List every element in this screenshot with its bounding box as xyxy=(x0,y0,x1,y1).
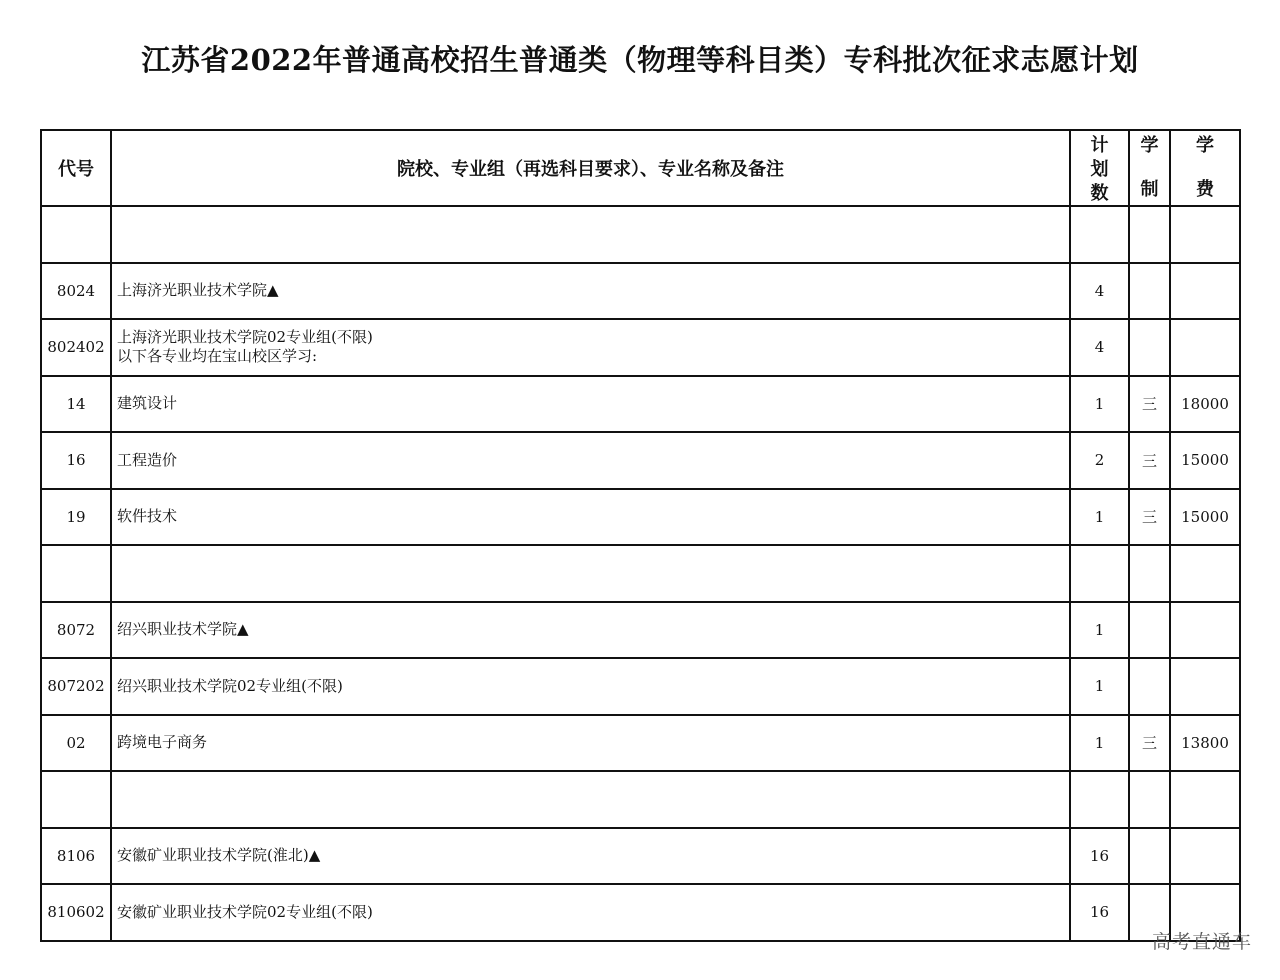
cell-code: 19 xyxy=(41,489,111,546)
cell-plan: 1 xyxy=(1070,376,1129,433)
cell-name xyxy=(111,489,1070,546)
header-system xyxy=(1129,130,1170,206)
header-plan-char-2: 划 xyxy=(1090,159,1109,180)
cell-code xyxy=(41,771,111,828)
cell-fee xyxy=(1170,263,1240,320)
header-system-char-2: 制 xyxy=(1140,179,1159,200)
cell-name xyxy=(111,545,1070,602)
cell-name-line-1: 绍兴职业技术学院02专业组(不限) xyxy=(117,676,343,695)
cell-name xyxy=(111,376,1070,433)
cell-plan: 1 xyxy=(1070,489,1129,546)
cell-name xyxy=(111,206,1070,263)
page-title: 江苏省2022年普通高校招生普通类（物理等科目类）专科批次征求志愿计划 xyxy=(141,43,1139,77)
cell-system xyxy=(1129,319,1170,376)
enrollment-plan-table xyxy=(40,129,1241,942)
cell-code: 8024 xyxy=(41,263,111,320)
cell-fee: 13800 xyxy=(1170,715,1240,772)
cell-code: 02 xyxy=(41,715,111,772)
cell-system: 三 xyxy=(1129,432,1170,489)
cell-code xyxy=(41,545,111,602)
cell-fee xyxy=(1170,545,1240,602)
cell-fee xyxy=(1170,319,1240,376)
cell-name xyxy=(111,432,1070,489)
header-system-char-1: 学 xyxy=(1140,135,1159,156)
cell-name-line-1: 绍兴职业技术学院▲ xyxy=(117,620,249,639)
cell-fee: 15000 xyxy=(1170,432,1240,489)
cell-name-line-1: 安徽矿业职业技术学院02专业组(不限) xyxy=(117,902,373,921)
cell-plan: 1 xyxy=(1070,602,1129,659)
cell-name-line-1: 建筑设计 xyxy=(117,394,178,413)
cell-system: 三 xyxy=(1129,489,1170,546)
header-code: 代号 xyxy=(41,130,111,206)
cell-code xyxy=(41,206,111,263)
cell-code: 8072 xyxy=(41,602,111,659)
cell-code: 810602 xyxy=(41,884,111,941)
cell-plan: 4 xyxy=(1070,263,1129,320)
cell-plan: 2 xyxy=(1070,432,1129,489)
cell-name-line-2: 以下各专业均在宝山校区学习: xyxy=(117,347,318,366)
table-row xyxy=(41,602,1240,659)
table-row xyxy=(41,658,1240,715)
cell-fee xyxy=(1170,771,1240,828)
cell-name xyxy=(111,658,1070,715)
watermark: 高考直通车 xyxy=(1151,931,1252,953)
cell-system xyxy=(1129,771,1170,828)
cell-plan xyxy=(1070,545,1129,602)
cell-code: 8106 xyxy=(41,828,111,885)
cell-code: 802402 xyxy=(41,319,111,376)
cell-name-line-1: 上海济光职业技术学院▲ xyxy=(117,281,279,300)
cell-plan: 1 xyxy=(1070,715,1129,772)
cell-system xyxy=(1129,828,1170,885)
cell-fee xyxy=(1170,828,1240,885)
header-fee-char-2: 费 xyxy=(1196,179,1214,200)
cell-fee xyxy=(1170,658,1240,715)
table-row xyxy=(41,771,1240,828)
cell-fee xyxy=(1170,206,1240,263)
table-header-row xyxy=(41,130,1240,206)
cell-name-line-1: 软件技术 xyxy=(117,507,178,526)
cell-name xyxy=(111,771,1070,828)
cell-system xyxy=(1129,263,1170,320)
cell-name xyxy=(111,715,1070,772)
cell-code: 14 xyxy=(41,376,111,433)
header-fee xyxy=(1170,130,1240,206)
cell-fee: 18000 xyxy=(1170,376,1240,433)
cell-plan: 1 xyxy=(1070,658,1129,715)
table-row xyxy=(41,715,1240,772)
cell-system xyxy=(1129,545,1170,602)
header-name: 院校、专业组（再选科目要求）、专业名称及备注 xyxy=(111,130,1070,206)
cell-plan: 16 xyxy=(1070,828,1129,885)
table-row xyxy=(41,206,1240,263)
cell-name xyxy=(111,602,1070,659)
header-plan-char-1: 计 xyxy=(1090,135,1109,156)
header-plan-char-3: 数 xyxy=(1090,183,1109,204)
cell-system xyxy=(1129,602,1170,659)
table-row xyxy=(41,319,1240,376)
table-row xyxy=(41,489,1240,546)
header-fee-char-1: 学 xyxy=(1196,135,1214,156)
cell-name-line-1: 跨境电子商务 xyxy=(117,733,208,752)
cell-name xyxy=(111,319,1070,376)
cell-name-line-1: 上海济光职业技术学院02专业组(不限) xyxy=(117,328,373,347)
cell-system: 三 xyxy=(1129,715,1170,772)
table-row xyxy=(41,545,1240,602)
cell-name xyxy=(111,884,1070,941)
cell-plan xyxy=(1070,771,1129,828)
cell-code: 807202 xyxy=(41,658,111,715)
table-row xyxy=(41,884,1240,941)
cell-name xyxy=(111,828,1070,885)
cell-plan: 4 xyxy=(1070,319,1129,376)
cell-plan xyxy=(1070,206,1129,263)
table-row xyxy=(41,828,1240,885)
header-plan xyxy=(1070,130,1129,206)
table-row xyxy=(41,432,1240,489)
cell-code: 16 xyxy=(41,432,111,489)
cell-name-line-1: 安徽矿业职业技术学院(淮北)▲ xyxy=(117,846,321,865)
cell-name xyxy=(111,263,1070,320)
cell-fee xyxy=(1170,602,1240,659)
table-row xyxy=(41,376,1240,433)
cell-fee: 15000 xyxy=(1170,489,1240,546)
cell-system: 三 xyxy=(1129,376,1170,433)
cell-plan: 16 xyxy=(1070,884,1129,941)
cell-system xyxy=(1129,206,1170,263)
table-body xyxy=(41,206,1240,941)
cell-name-line-1: 工程造价 xyxy=(117,450,178,469)
table-row xyxy=(41,263,1240,320)
cell-system xyxy=(1129,658,1170,715)
